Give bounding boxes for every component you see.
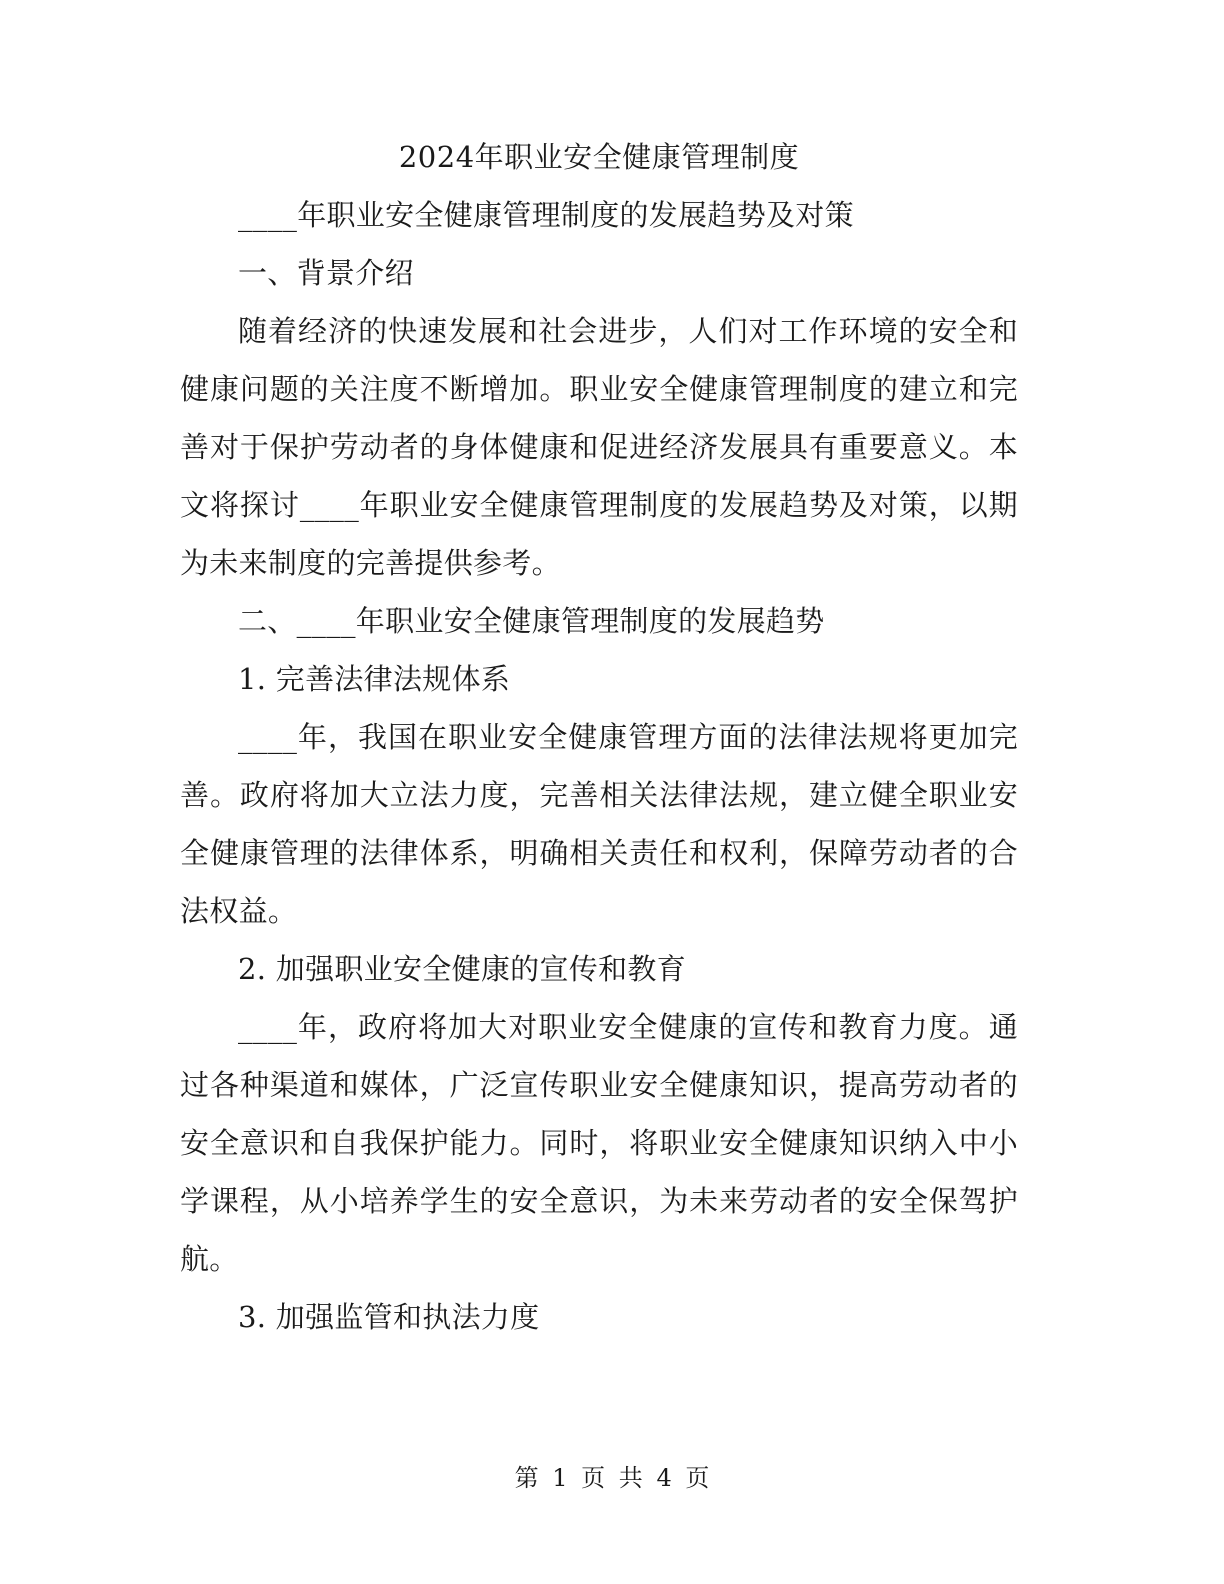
section-heading-trends: 二、____年职业安全健康管理制度的发展趋势 (238, 604, 825, 638)
page-number-footer: 第 1 页 共 4 页 (514, 1464, 710, 1492)
item-heading-supervision: 3. 加强监管和执法力度 (238, 1300, 540, 1334)
section-heading-background: 一、背景介绍 (238, 256, 414, 290)
document-subtitle: ____年职业安全健康管理制度的发展趋势及对策 (238, 198, 854, 232)
paragraph-background: 随着经济的快速发展和社会进步，人们对工作环境的安全和健康问题的关注度不断增加。职业安全健康管理制度的建立和完善对于保护劳动者的身体健康和促进经济发展具有重要意义。本文将探讨____年职业安全健康管理制度的发展趋势及对策，以期为未来制度的完善提供参考。 (180, 314, 1018, 580)
document-body (180, 128, 1018, 1346)
paragraph-laws: ____年，我国在职业安全健康管理方面的法律法规将更加完善。政府将加大立法力度，完善相关法律法规，建立健全职业安全健康管理的法律体系，明确相关责任和权利，保障劳动者的合法权益。 (180, 720, 1018, 928)
item-heading-education: 2. 加强职业安全健康的宣传和教育 (238, 952, 686, 986)
paragraph-education: ____年，政府将加大对职业安全健康的宣传和教育力度。通过各种渠道和媒体，广泛宣传职业安全健康知识，提高劳动者的安全意识和自我保护能力。同时，将职业安全健康知识纳入中小学课程，从小培养学生的安全意识，为未来劳动者的安全保驾护航。 (180, 1010, 1018, 1276)
item-heading-laws: 1. 完善法律法规体系 (238, 662, 511, 696)
document-title: 2024年职业安全健康管理制度 (398, 140, 800, 174)
